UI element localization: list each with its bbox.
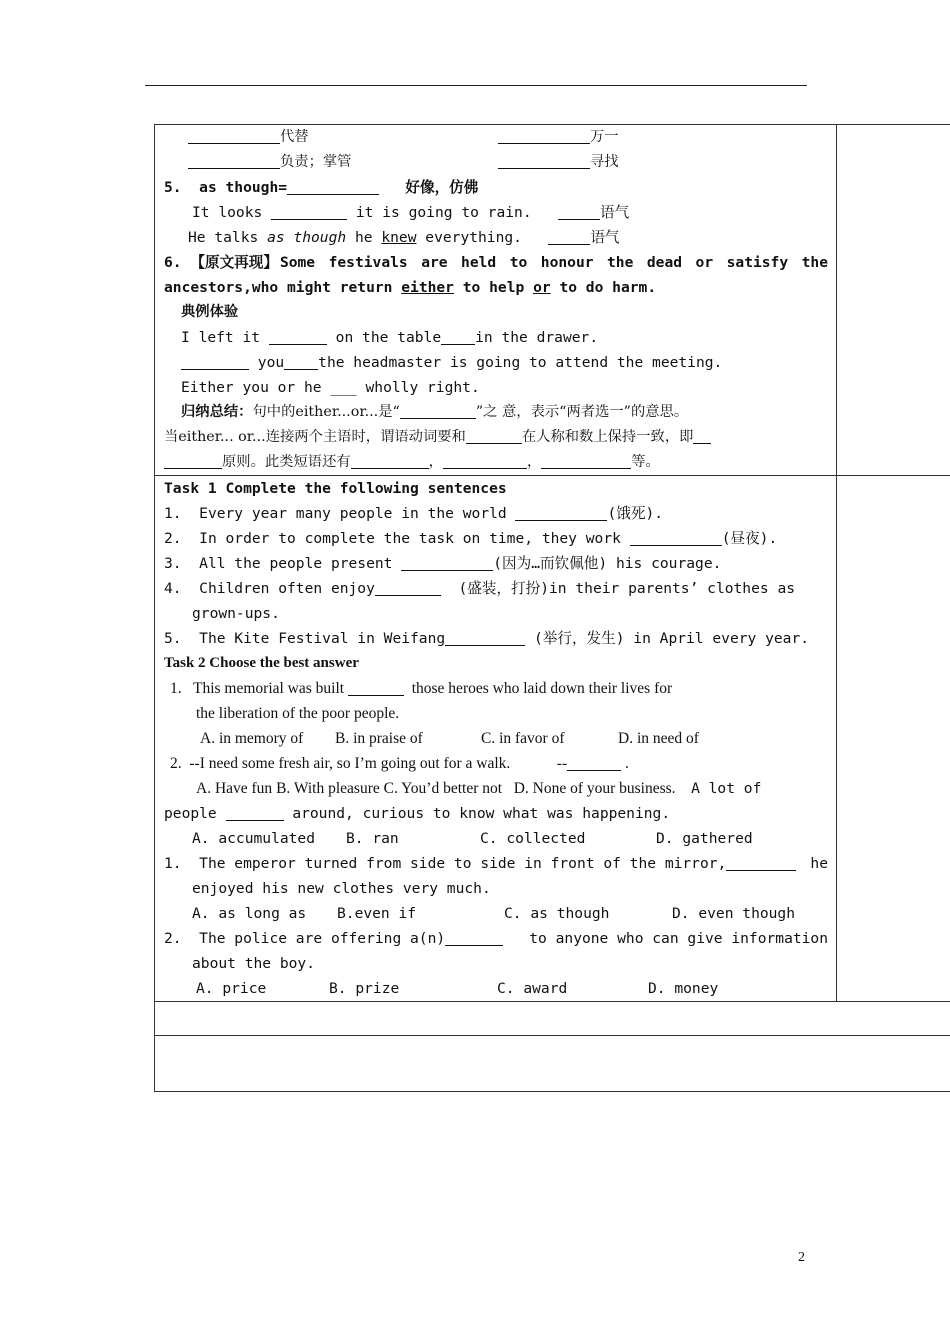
sentence-text: he (354, 229, 373, 246)
option-a[interactable]: A. Have fun (196, 780, 273, 797)
blank[interactable] (630, 529, 722, 546)
question-text: enjoyed his new clothes very much. (192, 880, 491, 897)
underlined-word: knew (381, 229, 417, 246)
task-title: Task 2 Choose the best answer (164, 655, 359, 671)
task2-question-4 (164, 851, 828, 876)
blank[interactable] (515, 504, 607, 521)
item-6-continued (164, 275, 828, 300)
vocab-text: 负责；掌管 (280, 154, 352, 170)
task2-q2-options (164, 776, 828, 801)
option-a[interactable]: A. in memory of (200, 730, 304, 747)
heading-text: 典例体验 (181, 304, 239, 320)
item-number: 4. (164, 580, 182, 597)
vocab-cell (155, 125, 837, 476)
page-number: 2 (798, 1250, 805, 1265)
blank[interactable] (164, 452, 222, 469)
blank[interactable] (188, 127, 280, 144)
blank[interactable] (348, 679, 404, 696)
underlined-word: either (401, 279, 454, 296)
option-b[interactable]: B. prize (329, 980, 400, 997)
notes-column (837, 476, 950, 1002)
sentence-text: The Kite Festival in Weifang (199, 630, 446, 647)
worksheet-table (154, 124, 950, 1092)
summary-text: ， (526, 454, 542, 470)
sentence-text: (盛装，打扮)in their parents’ clothes as (458, 580, 796, 597)
question-text: -- (556, 755, 568, 772)
blank[interactable] (541, 452, 631, 469)
option-c[interactable]: C. in favor of (481, 730, 565, 747)
vocab-line-1 (164, 125, 828, 150)
sentence-text: He talks (188, 229, 259, 246)
item-number: 3. (164, 555, 182, 572)
notes-column (837, 125, 950, 476)
blank[interactable] (375, 579, 441, 596)
question-text: --I need some fresh air, so I’m going out for a walk. (189, 755, 511, 772)
sentence-text: (因为…而钦佩他) his courage. (493, 555, 722, 572)
vocab-text: 寻找 (590, 154, 619, 170)
blank[interactable] (188, 152, 280, 169)
vocab-line-2 (164, 150, 828, 175)
sentence-text: grown-ups. (192, 605, 280, 622)
item-5 (164, 175, 828, 200)
blank[interactable] (693, 427, 711, 444)
blank[interactable] (400, 402, 476, 419)
sentence-text: I left it (181, 329, 261, 346)
blank[interactable] (466, 427, 522, 444)
item-number: 5. (164, 630, 182, 647)
empty-cell (155, 1002, 950, 1036)
summary-text: 在人称和数上保持一致，即 (521, 429, 694, 445)
summary-text: ”之 意，表示“两者选一”的意思。 (475, 404, 689, 420)
example-heading (164, 300, 828, 325)
example-sentence-1 (164, 200, 828, 225)
task1-item-4-continued (164, 601, 828, 626)
sentence-text: Children often enjoy (199, 580, 375, 597)
sentence-text: (昼夜). (721, 530, 778, 547)
sentence-text: It looks (192, 204, 263, 221)
sentence-text: (饿死). (607, 505, 664, 522)
blank[interactable] (226, 804, 284, 821)
task1-item-2 (164, 526, 828, 551)
option-d[interactable]: D. in need of (618, 730, 699, 747)
blank[interactable] (181, 353, 249, 370)
option-c[interactable]: C. collected (480, 830, 586, 847)
blank[interactable] (445, 629, 525, 646)
question-text: . (624, 755, 629, 772)
option-a[interactable]: A. price (196, 980, 267, 997)
sentence-text: In order to complete the task on time, they work (199, 530, 621, 547)
question-text: those heroes who laid down their lives for (411, 680, 673, 697)
task2-question-3 (164, 801, 828, 826)
sentence-text: on the table (335, 329, 442, 346)
summary-text: 句中的either...or...是“ (252, 404, 400, 420)
blank[interactable] (441, 328, 475, 345)
sentence-text: it is going to rain. (355, 204, 532, 221)
item-gloss: 好像，仿佛 (405, 179, 479, 196)
summary-text: ， (428, 454, 443, 470)
item-number: 1. (164, 505, 182, 522)
task1-title (164, 476, 828, 501)
item-number: 2. (164, 930, 182, 947)
blank[interactable] (498, 152, 590, 169)
sentence-text: everything. (425, 229, 522, 246)
item-text: ancestors,who might return (164, 279, 393, 296)
blank[interactable] (284, 353, 318, 370)
task2-q3-options (164, 826, 828, 851)
empty-row-1 (155, 1002, 950, 1036)
sentence-text: Either you or he ___ wholly right. (181, 379, 480, 396)
task2-question-5 (164, 926, 828, 951)
task2-question-5-continued (164, 951, 828, 976)
question-text: around, curious to know what was happening. (292, 805, 671, 822)
option-b[interactable]: B.even if (337, 905, 417, 922)
item-tag: 【原文再现】 (190, 254, 278, 271)
item-text: to help (462, 279, 525, 296)
blank[interactable] (269, 328, 327, 345)
sentence-text: in the drawer. (475, 329, 599, 346)
tasks-row (155, 476, 950, 1002)
sentence-text: 语气 (590, 229, 620, 246)
blank[interactable] (567, 754, 621, 771)
vocab-row (155, 125, 950, 476)
option-c[interactable]: C. You’d better not (383, 780, 503, 797)
italic-phrase: as though (267, 229, 347, 246)
task1-item-5 (164, 626, 828, 651)
summary-line-1 (164, 400, 828, 425)
blank[interactable] (443, 452, 527, 469)
question-text: about the boy. (192, 955, 316, 972)
sentence-text: the headmaster is going to attend the meeting. (318, 354, 723, 371)
item-text: to do harm. (559, 279, 657, 296)
item-text: as though= (199, 179, 288, 196)
task2-question-1-continued (164, 701, 828, 726)
sentence-text: All the people present (199, 555, 393, 572)
question-text: The emperor turned from side to side in front of the mirror, (199, 855, 727, 872)
vocab-text: 代替 (280, 129, 309, 145)
option-d[interactable]: D. gathered (656, 830, 753, 847)
task2-q5-options (164, 976, 828, 1001)
example-sentence-2 (164, 225, 828, 250)
empty-row-2 (155, 1036, 950, 1092)
option-a[interactable]: A. as long as (192, 905, 307, 922)
item-number: 2. (170, 755, 182, 772)
task1-item-4 (164, 576, 828, 601)
task1-item-3 (164, 551, 828, 576)
option-b[interactable]: B. With pleasure (276, 780, 380, 797)
blank[interactable] (287, 178, 379, 195)
item-number: 2. (164, 530, 182, 547)
sentence-text: 语气 (599, 204, 630, 221)
item-6 (164, 250, 828, 275)
option-b[interactable]: B. in praise of (335, 730, 423, 747)
item-number: 6. (164, 254, 182, 271)
option-d[interactable]: D. money (648, 980, 719, 997)
option-c[interactable]: C. award (497, 980, 568, 997)
question-text: people (164, 805, 217, 822)
blank[interactable] (401, 554, 493, 571)
example-sentence-3 (164, 325, 828, 350)
blank[interactable] (548, 228, 590, 245)
question-text: This memorial was built (192, 680, 345, 697)
option-d[interactable]: D. even though (672, 905, 796, 922)
task1-item-1 (164, 501, 828, 526)
example-sentence-5 (164, 375, 828, 400)
option-b[interactable]: B. ran (346, 830, 399, 847)
option-a[interactable]: A. accumulated (192, 830, 316, 847)
question-text: to anyone who can give information (529, 930, 828, 947)
blank[interactable] (271, 203, 347, 220)
option-c[interactable]: C. as though (504, 905, 610, 922)
example-sentence-4 (164, 350, 828, 375)
sentence-text: Every year many people in the world (199, 505, 507, 522)
question-text: the liberation of the poor people. (196, 705, 400, 722)
summary-text: 等。 (631, 454, 660, 470)
sentence-text: you (257, 354, 285, 371)
task2-title (164, 651, 828, 676)
blank[interactable] (445, 929, 503, 946)
sentence-text: (举行，发生) in April every year. (533, 630, 810, 647)
vocab-text: 万一 (590, 129, 619, 145)
summary-text: 原则。此类短语还有 (222, 454, 351, 470)
task2-question-4-continued (164, 876, 828, 901)
task2-question-2 (164, 751, 828, 776)
item-number: 1. (170, 680, 182, 697)
question-text: The police are offering a(n) (199, 930, 446, 947)
header-rule (145, 85, 807, 86)
blank[interactable] (498, 127, 590, 144)
item-number: 1. (164, 855, 182, 872)
option-d[interactable]: D. None of your business. (513, 780, 676, 797)
summary-line-2 (164, 425, 828, 450)
task-title: Task 1 Complete the following sentences (164, 480, 507, 497)
empty-cell (155, 1036, 950, 1092)
blank[interactable] (351, 452, 429, 469)
summary-line-3 (164, 450, 828, 475)
task2-question-1 (164, 676, 828, 701)
question-text: A lot of (691, 780, 762, 797)
task2-q1-options (164, 726, 828, 751)
tasks-cell (155, 476, 837, 1002)
item-number: 5. (164, 179, 182, 196)
task2-q4-options (164, 901, 828, 926)
underlined-word: or (533, 279, 551, 296)
summary-heading: 归纳总结： (181, 404, 253, 420)
item-text: Some festivals are held to honour the dead or satisfy the (279, 254, 828, 271)
question-text: he (810, 855, 828, 872)
summary-text: 当either... or...连接两个主语时，谓语动词要和 (164, 429, 466, 445)
blank[interactable] (726, 854, 796, 871)
blank[interactable] (558, 203, 600, 220)
